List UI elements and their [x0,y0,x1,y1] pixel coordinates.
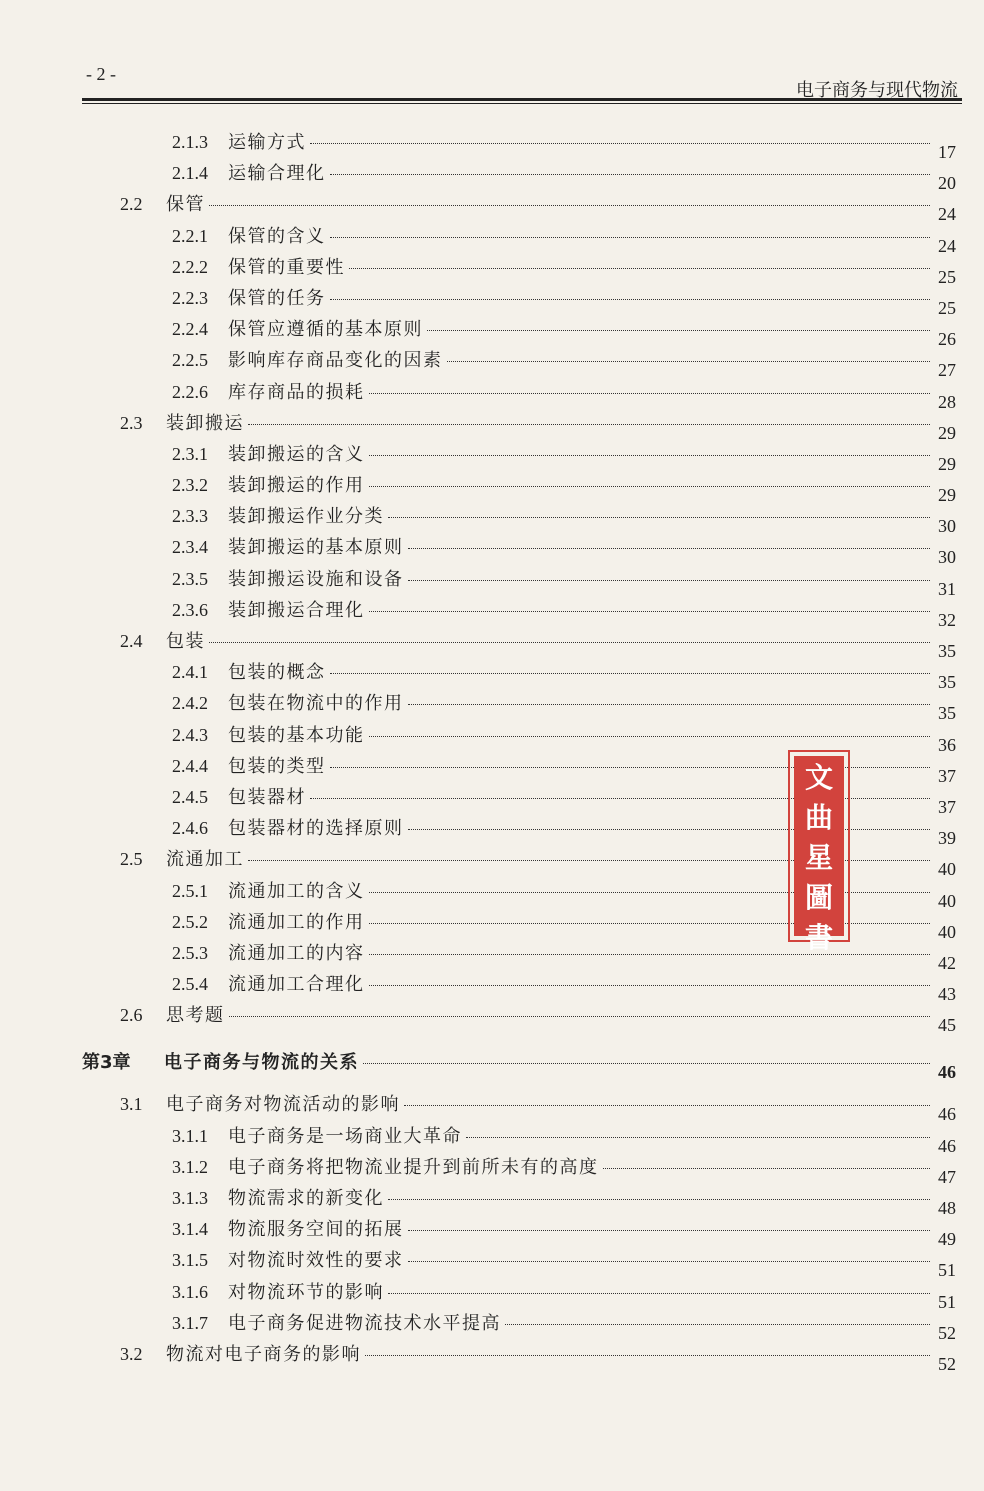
toc-page-number: 30 [938,516,956,537]
toc-section-title: 包装器材的选择原则 [228,818,404,840]
toc-section-number: 2.3.1 [172,443,208,464]
toc-section-number: 2.2.4 [172,319,208,340]
toc-section-number: 3.1.1 [172,1125,208,1146]
toc-dot-leader [369,393,931,394]
toc-entry [0,436,984,474]
toc-dot-leader [330,237,931,238]
toc-dot-leader [369,954,931,955]
toc-entry [0,1305,984,1343]
toc-entry-row [172,1309,956,1343]
toc-dot-leader [365,1355,930,1356]
toc-dot-leader [369,611,931,612]
toc-section-title: 流通加工合理化 [228,974,365,996]
toc-entry-row [172,689,956,724]
toc-page-number: 27 [938,360,956,381]
toc-dot-leader [363,1063,930,1064]
library-seal-stamp [788,750,850,954]
toc-section-number: 2.5.2 [172,911,208,932]
toc-section-title: 流通加工的含义 [228,880,365,902]
toc-section-number: 第3章 [82,1052,131,1074]
toc-dot-leader [408,548,931,549]
toc-entry-row [172,1246,956,1281]
toc-page-number: 52 [938,1322,956,1343]
toc-section-number: 2.2 [120,194,143,215]
toc-entry-row [172,1122,956,1156]
toc-entry [0,342,984,381]
toc-entry [0,561,984,599]
toc-entry [0,186,984,225]
toc-section-title: 库存商品的损耗 [228,381,365,403]
toc-section-title: 流通加工的内容 [228,942,365,964]
toc-entry [0,1242,984,1281]
toc-section-title: 包装 [166,631,205,652]
toc-entry-row [120,627,956,661]
toc-entry-row [172,939,956,973]
toc-entry [0,374,984,412]
toc-section-title: 包装的基本功能 [228,724,365,746]
toc-section-number: 2.2.5 [172,350,208,371]
toc-page-number: 46 [938,1135,956,1156]
toc-dot-leader [229,1016,931,1017]
toc-page-number: 36 [938,734,956,755]
toc-dot-leader [408,829,931,830]
toc-entry [0,717,984,755]
toc-section-number: 3.1.4 [172,1219,208,1240]
toc-dot-leader [248,424,930,425]
seal-character: 圖 [804,881,833,914]
toc-page-number: 48 [938,1198,956,1218]
toc-dot-leader [408,1230,931,1231]
toc-entry [0,124,984,162]
toc-page-number: 29 [938,422,956,443]
toc-section-title: 装卸搬运设施和设备 [228,568,404,590]
toc-entry [0,966,984,1005]
toc-page-number: 35 [938,641,956,661]
toc-section-number: 3.1 [120,1094,143,1115]
toc-page-number: 35 [938,703,956,724]
toc-section-number: 3.1.6 [172,1281,208,1302]
toc-section-number: 3.1.3 [172,1188,208,1208]
toc-section-number: 2.4.1 [172,662,208,683]
header-rule [82,98,962,101]
toc-section-title: 电子商务对物流活动的影响 [166,1094,400,1116]
toc-section-number: 2.3 [120,412,143,433]
toc-section-title: 装卸搬运作业分类 [228,506,384,528]
toc-page-number: 42 [938,952,956,973]
toc-dot-leader [408,704,931,705]
toc-dot-leader [209,205,930,206]
toc-entry-row [172,440,956,474]
toc-dot-leader [310,143,930,144]
toc-page-number: 46 [938,1104,956,1125]
toc-section-title: 包装器材 [228,786,306,808]
toc-page-number: 30 [938,547,956,568]
toc-entry [0,529,984,568]
toc-entry-row [172,315,956,350]
toc-dot-leader [447,361,931,362]
toc-page-number: 40 [938,921,956,942]
toc-entry-row [172,1278,956,1312]
toc-entry-row [172,378,956,412]
toc-page-number: 17 [938,142,956,162]
toc-section-number: 2.3.2 [172,475,208,496]
toc-entry [0,155,984,194]
toc-entry [0,592,984,630]
page-header [82,60,962,100]
toc-entry [0,1274,984,1312]
toc-entry-row [172,471,956,506]
toc-section-number: 2.5 [120,849,143,870]
toc-section-title: 物流需求的新变化 [228,1188,384,1209]
toc-dot-leader [408,1261,931,1262]
toc-page-number: 29 [938,485,956,506]
toc-entry-row [120,409,956,443]
toc-entry-row [120,1001,956,1036]
toc-entry [0,467,984,506]
toc-section-number: 2.2.3 [172,287,208,308]
toc-section-title: 装卸搬运的基本原则 [228,537,404,559]
toc-section-title: 电子商务是一场商业大革命 [228,1125,462,1147]
toc-section-number: 2.4.3 [172,724,208,745]
toc-page-number: 24 [938,204,956,225]
toc-page-number: 43 [938,984,956,1005]
toc-section-title: 运输合理化 [228,163,326,185]
seal-character: 書 [804,921,833,954]
toc-entry-row [172,970,956,1005]
toc-section-number: 2.4.4 [172,755,208,776]
toc-section-title: 装卸搬运合理化 [228,599,365,621]
toc-section-number: 2.6 [120,1005,143,1026]
toc-dot-leader [404,1105,930,1106]
toc-section-title: 保管的重要性 [228,256,345,278]
toc-dot-leader [369,486,931,487]
toc-section-number: 2.4 [120,631,143,651]
toc-page-number: 32 [938,609,956,630]
toc-page-number: 51 [938,1291,956,1312]
toc-section-title: 运输方式 [228,132,306,153]
toc-section-title: 物流服务空间的拓展 [228,1219,404,1241]
toc-entry [0,280,984,318]
toc-page-number: 46 [938,1062,956,1083]
toc-page-number: 52 [938,1353,956,1374]
toc-page-number: 40 [938,890,956,911]
toc-page-number: 29 [938,453,956,474]
toc-dot-leader [603,1168,931,1169]
toc-section-number: 3.1.7 [172,1312,208,1333]
toc-section-number: 2.2.1 [172,225,208,246]
table-of-contents [0,124,984,1374]
toc-entry-row [172,721,956,755]
toc-page-number: 26 [938,329,956,350]
toc-section-number: 2.4.2 [172,693,208,714]
toc-entry [0,1086,984,1125]
toc-section-title: 保管的任务 [228,287,326,309]
toc-section-title: 流通加工的作用 [228,911,365,933]
toc-page-number: 45 [938,1015,956,1036]
toc-section-title: 保管 [166,194,205,216]
toc-entry [0,685,984,724]
toc-entry-row [172,596,956,630]
toc-section-title: 保管应遵循的基本原则 [228,319,423,341]
seal-character: 星 [804,841,833,874]
toc-section-title: 装卸搬运的作用 [228,475,365,497]
toc-dot-leader [369,736,931,737]
toc-section-number: 2.3.3 [172,506,208,527]
toc-page-number: 28 [938,391,956,412]
toc-section-number: 2.5.3 [172,942,208,963]
toc-dot-leader [349,268,930,269]
toc-entry-row [172,346,956,381]
toc-entry-row [172,253,956,287]
toc-section-title: 对物流环节的影响 [228,1281,384,1303]
seal-character: 曲 [804,801,833,834]
toc-section-title: 装卸搬运 [166,412,244,434]
toc-dot-leader [408,580,931,581]
toc-page-number: 51 [938,1260,956,1281]
toc-section-number: 2.5.4 [172,974,208,995]
toc-section-title: 电子商务促进物流技术水平提高 [228,1312,501,1334]
toc-section-number: 2.2.2 [172,256,208,277]
toc-page-number: 31 [938,578,956,599]
toc-page-number: 47 [938,1166,956,1187]
toc-section-number: 2.3.5 [172,568,208,589]
toc-entry [0,997,984,1036]
toc-entry [0,1118,984,1156]
toc-section-title: 对物流时效性的要求 [228,1250,404,1272]
toc-section-title: 流通加工 [166,849,244,871]
toc-entry [0,654,984,693]
toc-section-number: 2.1.4 [172,163,208,184]
toc-section-title: 装卸搬运的含义 [228,443,365,465]
toc-section-title: 包装的概念 [228,662,326,684]
toc-entry [0,1211,984,1250]
toc-dot-leader [505,1324,930,1325]
toc-entry [0,311,984,350]
toc-entry-row [172,128,956,162]
toc-page-number: 35 [938,672,956,693]
toc-section-title: 包装的类型 [228,755,326,777]
page-number: - 2 - [86,64,116,84]
toc-section-title: 思考题 [166,1005,225,1027]
toc-entry-row [120,190,956,225]
toc-entry [0,249,984,287]
toc-entry-row [172,284,956,318]
book-title: 电子商务与现代物流 [796,80,958,101]
toc-section-number: 3.2 [120,1343,143,1364]
toc-section-number: 2.3.6 [172,599,208,620]
seal-text [794,756,844,954]
toc-dot-leader [427,330,930,331]
toc-entry-row [172,1153,956,1187]
toc-chapter-entry [0,1028,984,1086]
toc-entry-row [120,1340,956,1374]
toc-dot-leader [330,673,931,674]
toc-page-number: 39 [938,828,956,849]
toc-section-title: 电子商务将把物流业提升到前所未有的高度 [228,1156,599,1178]
toc-section-number: 2.3.4 [172,537,208,558]
toc-dot-leader [388,1199,930,1200]
toc-section-number: 2.4.6 [172,818,208,839]
toc-entry-row [172,159,956,194]
toc-entry-row [172,658,956,693]
toc-entry-row [120,1090,956,1125]
toc-dot-leader [388,517,930,518]
toc-dot-leader [330,174,931,175]
toc-entry [0,623,984,661]
toc-entry [0,498,984,537]
toc-entry-row [172,565,956,599]
toc-dot-leader [369,985,931,986]
toc-entry-row [172,533,956,568]
toc-page-number: 37 [938,796,956,817]
toc-section-title: 物流对电子商务的影响 [166,1343,361,1365]
toc-dot-leader [369,455,931,456]
toc-page-number: 24 [938,235,956,256]
toc-section-title: 保管的含义 [228,225,326,247]
toc-section-number: 3.1.5 [172,1250,208,1271]
toc-section-number: 2.1.3 [172,132,208,152]
toc-entry-row [172,502,956,537]
toc-entry [0,218,984,256]
toc-page-number: 25 [938,297,956,318]
toc-dot-leader [330,299,931,300]
toc-section-number: 2.5.1 [172,880,208,901]
toc-section-number: 3.1.2 [172,1156,208,1177]
toc-entry [0,1149,984,1187]
toc-section-number: 2.2.6 [172,381,208,402]
toc-dot-leader [388,1293,930,1294]
toc-page-number: 40 [938,859,956,880]
toc-section-title: 电子商务与物流的关系 [164,1052,359,1074]
header-rule-thin [82,103,962,104]
toc-entry-row [172,1215,956,1250]
toc-entry [0,1180,984,1218]
toc-section-title: 影响库存商品变化的因素 [228,350,443,372]
toc-section-number: 2.4.5 [172,786,208,807]
toc-page-number: 49 [938,1229,956,1250]
toc-entry-row [172,1184,956,1218]
toc-section-title: 包装在物流中的作用 [228,693,404,715]
toc-page-number: 25 [938,266,956,287]
seal-character: 文 [804,761,833,794]
toc-page-number: 37 [938,765,956,786]
toc-dot-leader [209,642,930,643]
toc-dot-leader [466,1137,930,1138]
toc-entry-row [82,1048,956,1083]
toc-entry [0,1336,984,1374]
toc-entry-row [172,222,956,256]
toc-entry [0,405,984,443]
toc-page-number: 20 [938,173,956,194]
